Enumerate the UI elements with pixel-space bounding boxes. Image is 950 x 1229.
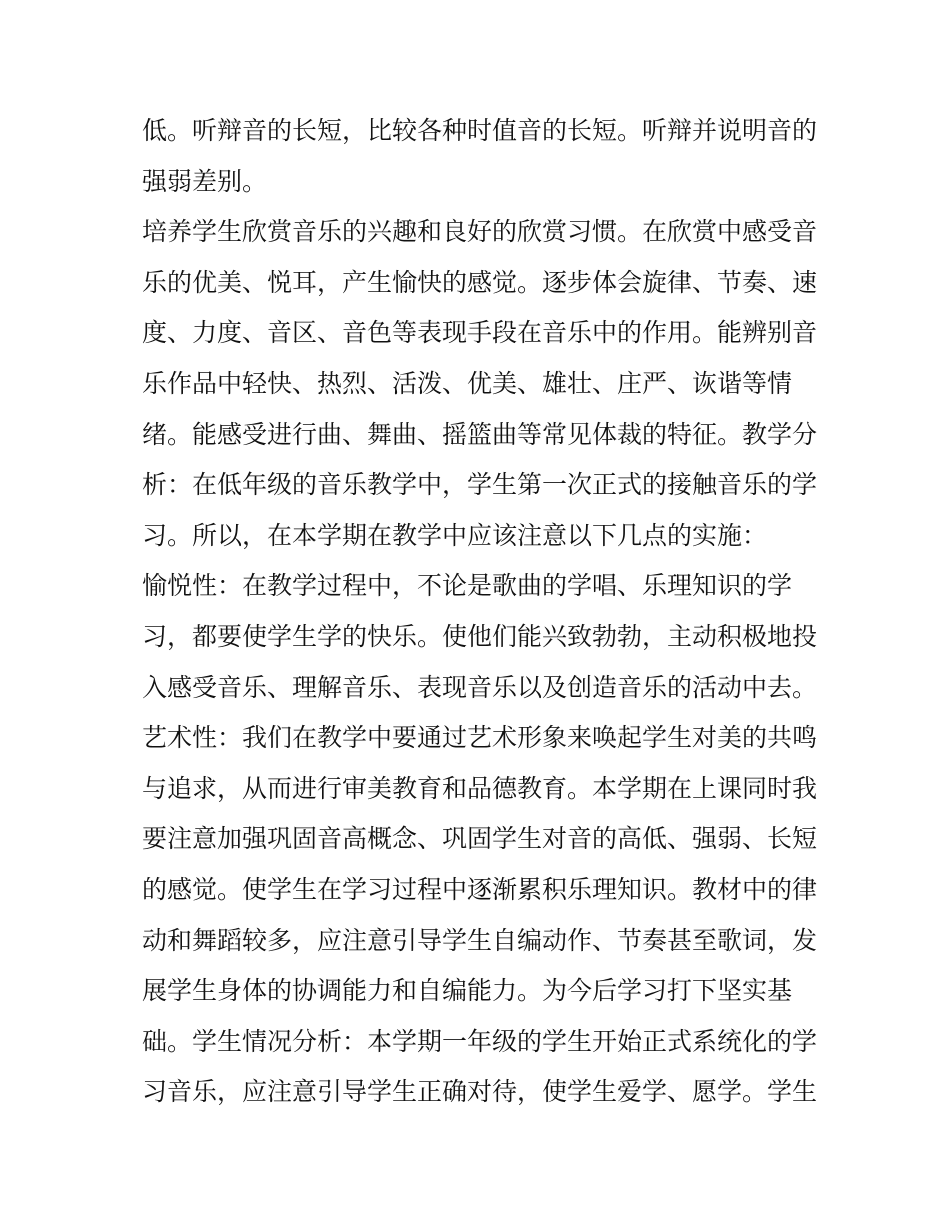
text-line: 度、力度、音区、音色等表现手段在音乐中的作用。能辨别音 — [142, 318, 818, 348]
text-line: 乐的优美、悦耳，产生愉快的感觉。逐步体会旋律、节奏、速 — [142, 267, 818, 297]
text-line: 要注意加强巩固音高概念、巩固学生对音的高低、强弱、长短 — [142, 824, 818, 854]
text-line: 习音乐，应注意引导学生正确对待，使学生爱学、愿学。学生 — [142, 1077, 818, 1107]
text-line: 析：在低年级的音乐教学中，学生第一次正式的接触音乐的学 — [142, 470, 818, 500]
text-line: 低。听辩音的长短，比较各种时值音的长短。听辩并说明音的 — [142, 116, 818, 145]
text-line: 强弱差别。 — [142, 166, 268, 196]
text-line: 习，都要使学生学的快乐。使他们能兴致勃勃，主动积极地投 — [142, 621, 818, 651]
text-line: 乐作品中轻快、热烈、活泼、优美、雄壮、庄严、诙谐等情 — [142, 368, 793, 398]
body-text — [142, 106, 822, 1118]
text-line: 培养学生欣赏音乐的兴趣和良好的欣赏习惯。在欣赏中感受音 — [142, 217, 818, 247]
text-line: 愉悦性：在教学过程中，不论是歌曲的学唱、乐理知识的学 — [142, 571, 793, 601]
text-line: 动和舞蹈较多，应注意引导学生自编动作、节奏甚至歌词，发 — [142, 925, 818, 955]
text-line: 艺术性：我们在教学中要通过艺术形象来唤起学生对美的共鸣 — [142, 723, 818, 753]
text-line: 入感受音乐、理解音乐、表现音乐以及创造音乐的活动中去。 — [142, 672, 818, 702]
text-line: 的感觉。使学生在学习过程中逐渐累积乐理知识。教材中的律 — [142, 874, 818, 904]
text-line: 与追求，从而进行审美教育和品德教育。本学期在上课同时我 — [142, 773, 818, 803]
text-line: 习。所以，在本学期在教学中应该注意以下几点的实施： — [142, 520, 768, 550]
text-line: 础。学生情况分析：本学期一年级的学生开始正式系统化的学 — [142, 1026, 818, 1056]
text-line: 展学生身体的协调能力和自编能力。为今后学习打下坚实基 — [142, 976, 793, 1006]
text-line: 绪。能感受进行曲、舞曲、摇篮曲等常见体裁的特征。教学分 — [142, 419, 818, 449]
